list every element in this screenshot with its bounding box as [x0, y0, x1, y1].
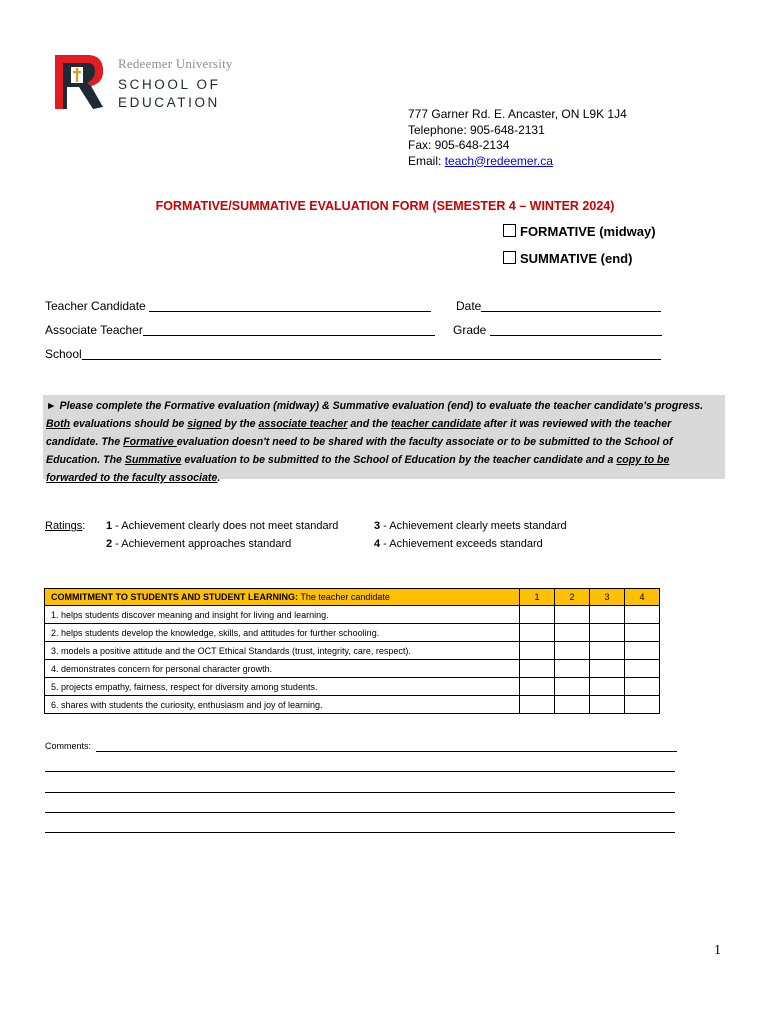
summative-label: SUMMATIVE (end) — [520, 251, 633, 266]
table-row — [45, 642, 660, 660]
rating-cell[interactable] — [555, 624, 590, 642]
rating-cell[interactable] — [555, 642, 590, 660]
instruction-text: ► Please complete the Formative evaluation (midway) & Summative evaluation (end) to evaluate the teacher candidate's progress. Both evaluations should be signed by the associate teacher and the teacher candidate after it was reviewed with the teacher candidate. The Formative evaluation doesn't need to be shared with the faculty associate or to be submitted to the School of Education. The Summative evaluation to be submitted to the School of Education by the teacher candidate and a copy to be forwarded to the faculty associate. — [46, 400, 704, 484]
rating-cell[interactable] — [520, 642, 555, 660]
school-field[interactable] — [82, 347, 661, 360]
comments-line[interactable] — [45, 832, 675, 833]
rating-cell[interactable] — [625, 642, 660, 660]
table-row — [45, 696, 660, 714]
formative-option[interactable] — [503, 224, 656, 239]
arrow-icon: ► — [46, 400, 57, 412]
rating-cell[interactable] — [590, 642, 625, 660]
column-header: 3 — [590, 589, 625, 606]
criterion-text: 1. helps students discover meaning and insight for living and learning. — [45, 606, 520, 624]
formative-checkbox[interactable] — [503, 224, 516, 237]
rating-cell[interactable] — [555, 606, 590, 624]
grade-field[interactable] — [490, 323, 662, 336]
column-header: 2 — [555, 589, 590, 606]
ratings-label: Ratings — [45, 520, 83, 532]
teacher-candidate-field[interactable] — [149, 299, 431, 312]
rating-2: 2 - Achievement approaches standard — [106, 538, 292, 550]
comments-line[interactable] — [45, 792, 675, 793]
teacher-candidate-label: Teacher Candidate — [45, 299, 146, 313]
rating-cell[interactable] — [520, 660, 555, 678]
rating-4: 4 - Achievement exceeds standard — [374, 538, 543, 550]
rating-cell[interactable] — [625, 678, 660, 696]
rating-3: 3 - Achievement clearly meets standard — [374, 520, 567, 532]
associate-teacher-row — [45, 323, 435, 337]
email-label: Email: — [408, 153, 445, 168]
page-number: 1 — [714, 943, 721, 958]
rating-cell[interactable] — [555, 696, 590, 714]
comments-line[interactable] — [45, 771, 675, 772]
table-header-title: COMMITMENT TO STUDENTS AND STUDENT LEARNING: The teacher candidate — [45, 589, 520, 606]
table-header-row — [45, 589, 660, 606]
table-row — [45, 660, 660, 678]
rating-cell[interactable] — [520, 606, 555, 624]
criterion-text: 6. shares with students the curiosity, enthusiasm and joy of learning. — [45, 696, 520, 714]
rating-1: 1 - Achievement clearly does not meet standard — [106, 520, 339, 532]
formative-label: FORMATIVE (midway) — [520, 224, 656, 239]
logo-university: Redeemer University — [118, 56, 233, 71]
table-row — [45, 624, 660, 642]
rating-cell[interactable] — [520, 696, 555, 714]
comments-line[interactable] — [45, 812, 675, 813]
summative-checkbox[interactable] — [503, 251, 516, 264]
rating-cell[interactable] — [555, 678, 590, 696]
rating-cell[interactable] — [590, 606, 625, 624]
grade-label: Grade — [453, 323, 487, 337]
address-street: 777 Garner Rd. E. Ancaster, ON L9K 1J4 — [408, 107, 627, 121]
logo-school-line1: SCHOOL OF — [118, 77, 221, 92]
address-fax: Fax: 905-648-2134 — [408, 138, 510, 152]
comments-row — [45, 741, 91, 751]
address-block — [408, 107, 627, 169]
rating-cell[interactable] — [590, 696, 625, 714]
column-header: 1 — [520, 589, 555, 606]
email-link[interactable]: teach@redeemer.ca — [444, 153, 553, 168]
school-label: School — [45, 347, 82, 361]
summative-option[interactable] — [503, 251, 632, 266]
rating-cell[interactable] — [590, 678, 625, 696]
rating-cell[interactable] — [625, 660, 660, 678]
criterion-text: 2. helps students develop the knowledge, skills, and attitudes for further schooling. — [45, 624, 520, 642]
rating-cell[interactable] — [555, 660, 590, 678]
evaluation-table — [44, 588, 660, 714]
rating-cell[interactable] — [625, 696, 660, 714]
rating-cell[interactable] — [590, 660, 625, 678]
date-label: Date — [456, 299, 482, 313]
address-email-row — [408, 154, 627, 170]
rating-cell[interactable] — [520, 624, 555, 642]
date-field[interactable] — [481, 299, 661, 312]
rating-cell[interactable] — [590, 624, 625, 642]
logo-wordmark — [118, 56, 233, 111]
criterion-text: 4. demonstrates concern for personal character growth. — [45, 660, 520, 678]
rating-cell[interactable] — [625, 606, 660, 624]
logo-school-line2: EDUCATION — [118, 95, 220, 110]
rating-cell[interactable] — [520, 678, 555, 696]
comments-label: Comments: — [45, 741, 92, 751]
table-row — [45, 678, 660, 696]
associate-teacher-field[interactable] — [143, 323, 435, 336]
ratings-label-row: Ratings: — [45, 520, 86, 532]
form-title: FORMATIVE/SUMMATIVE EVALUATION FORM (SEMESTER 4 – WINTER 2024) — [155, 199, 615, 213]
school-row — [45, 347, 661, 361]
column-header: 4 — [625, 589, 660, 606]
date-row — [456, 299, 661, 313]
associate-teacher-label: Associate Teacher — [45, 323, 143, 337]
address-telephone: Telephone: 905-648-2131 — [408, 122, 545, 137]
grade-row — [453, 323, 662, 337]
comments-line[interactable] — [96, 751, 677, 752]
criterion-text: 5. projects empathy, fairness, respect for diversity among students. — [45, 678, 520, 696]
rating-cell[interactable] — [625, 624, 660, 642]
criterion-text: 3. models a positive attitude and the OCT Ethical Standards (trust, integrity, care, respect). — [45, 642, 520, 660]
redeemer-logo-icon — [53, 53, 105, 111]
table-row — [45, 606, 660, 624]
teacher-candidate-row — [45, 299, 431, 313]
